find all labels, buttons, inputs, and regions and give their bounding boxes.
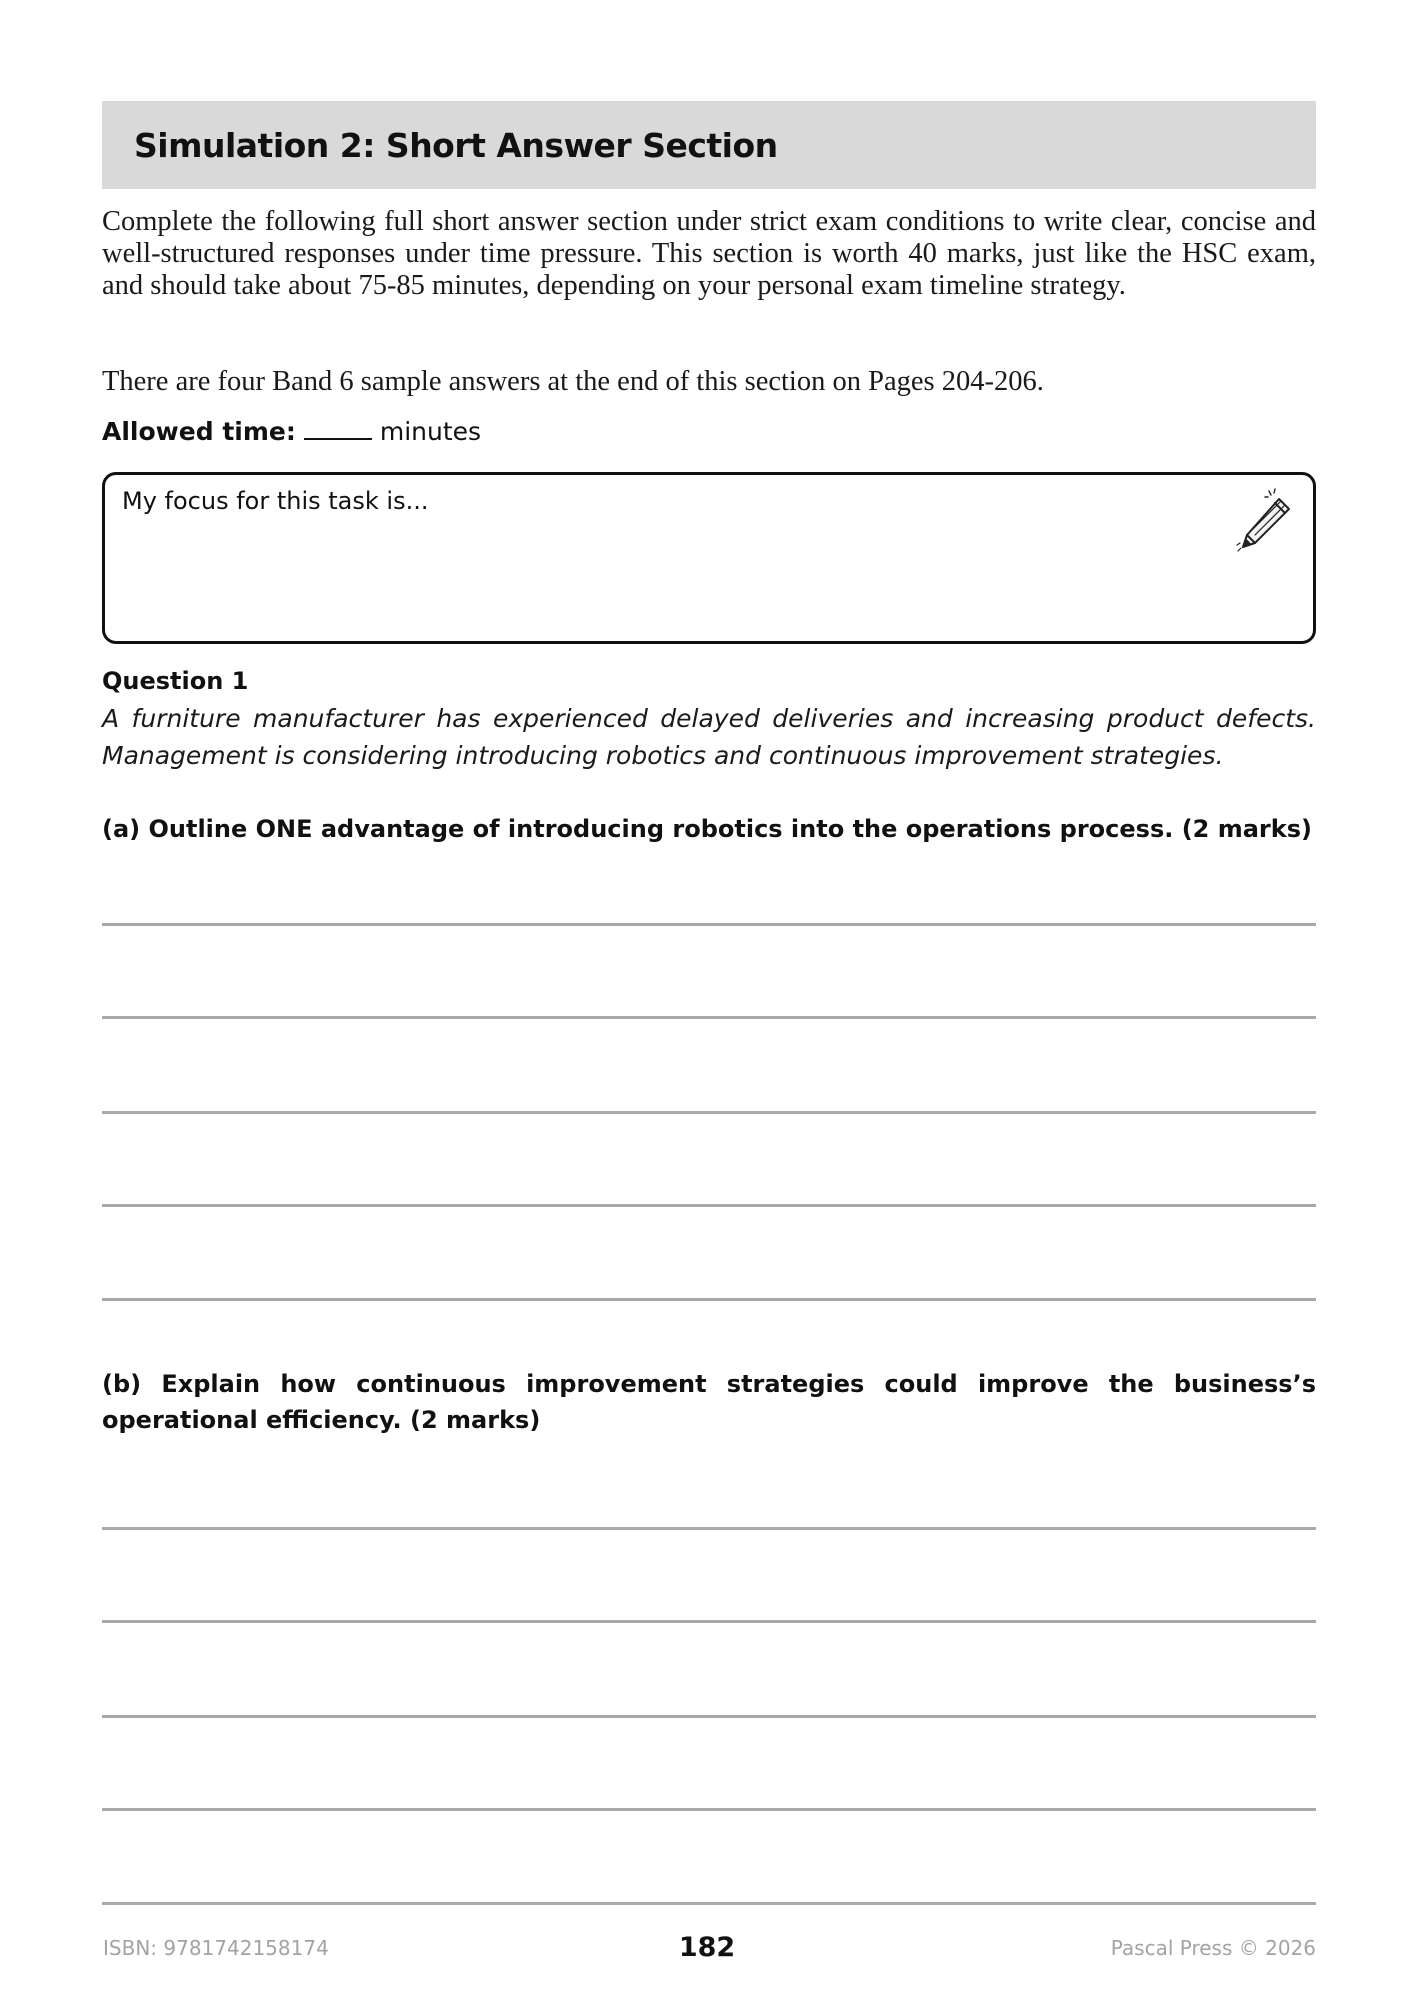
allowed-time-unit: minutes: [379, 417, 482, 446]
answer-line[interactable]: [102, 1808, 1316, 1811]
answer-line[interactable]: [102, 923, 1316, 926]
question-part-a: (a) Outline ONE advantage of introducing robotics into the operations process. (2 marks): [102, 815, 1312, 843]
allowed-time-field[interactable]: [304, 416, 372, 440]
sample-answers-note: There are four Band 6 sample answers at the end of this section on Pages 204-206.: [102, 366, 1044, 397]
allowed-time-row: [102, 416, 481, 446]
answer-line[interactable]: [102, 1016, 1316, 1019]
focus-box[interactable]: [102, 472, 1316, 644]
answer-line[interactable]: [102, 1298, 1316, 1301]
allowed-time-label: Allowed time:: [102, 417, 296, 446]
section-title: Simulation 2: Short Answer Section: [134, 125, 778, 165]
question-stem: A furniture manufacturer has experienced delayed deliveries and increasing product defects. Management is considering introducing robotics and continuous improvement strategies.: [102, 704, 1316, 770]
intro-paragraph: Complete the following full short answer section under strict exam conditions to write clear, concise and well-structured responses under time pressure. This section is worth 40 marks, just like the HSC exam, and should take about 75-85 minutes, depending on your personal exam timeline strategy.: [102, 206, 1316, 301]
question-title: Question 1: [102, 667, 249, 695]
footer-copyright: Pascal Press © 2026: [1110, 1936, 1316, 1960]
footer-isbn: ISBN: 9781742158174: [103, 1936, 329, 1960]
answer-line[interactable]: [102, 1715, 1316, 1718]
section-header: [102, 101, 1316, 189]
pencil-icon: [1229, 485, 1299, 555]
answer-line[interactable]: [102, 1620, 1316, 1623]
question-part-b: (b) Explain how continuous improvement strategies could improve the business’s operational efficiency. (2 marks): [102, 1370, 1316, 1434]
answer-line[interactable]: [102, 1111, 1316, 1114]
answer-line[interactable]: [102, 1527, 1316, 1530]
page-number: 182: [678, 1932, 736, 1963]
answer-line[interactable]: [102, 1204, 1316, 1207]
answer-line[interactable]: [102, 1902, 1316, 1905]
focus-label: My focus for this task is...: [122, 487, 429, 515]
